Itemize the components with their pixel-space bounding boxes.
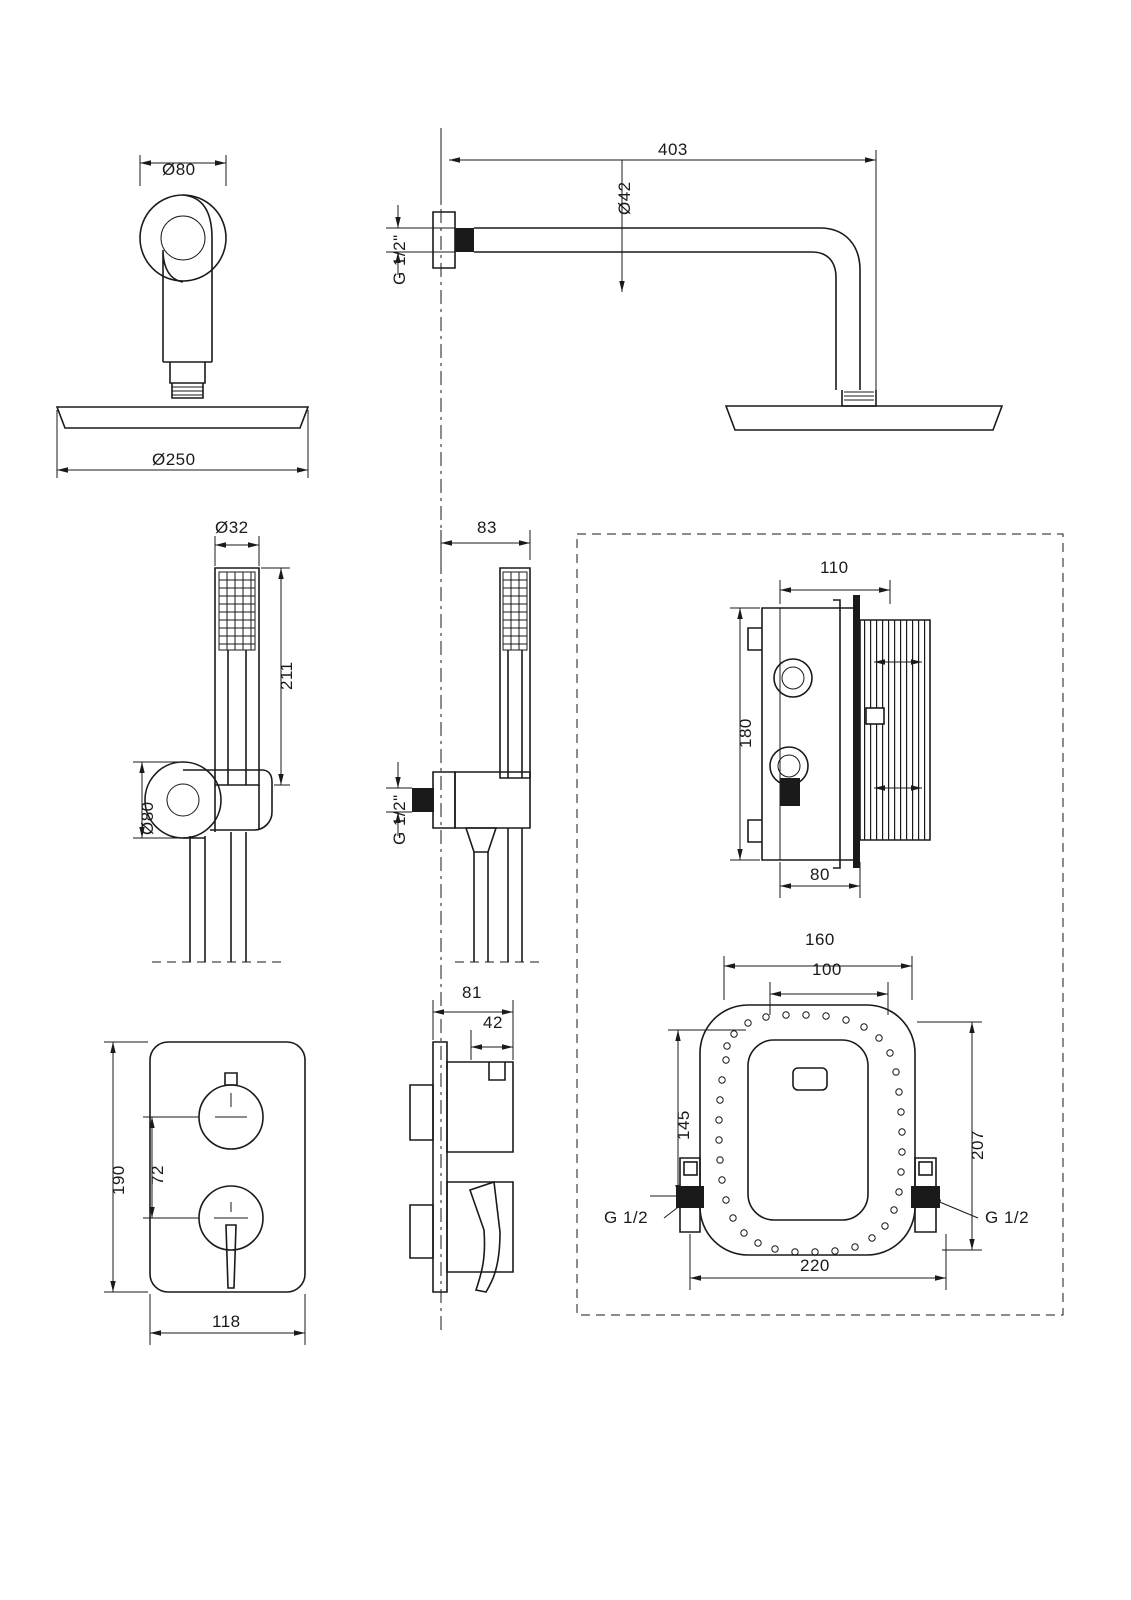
dim-label-145: 145 bbox=[674, 1110, 693, 1140]
dim-label-g12-left: G 1/2 bbox=[604, 1208, 649, 1227]
mixer-faceplate-front-view bbox=[104, 1042, 305, 1345]
dim-label-g12-top: G 1/2" bbox=[390, 234, 409, 285]
dim-label-180: 180 bbox=[736, 718, 755, 748]
dim-label-g12-right: G 1/2 bbox=[985, 1208, 1030, 1227]
dim-label-160: 160 bbox=[805, 930, 835, 949]
dim-label-72: 72 bbox=[148, 1165, 167, 1185]
overhead-shower-arm-wall-view bbox=[386, 130, 1002, 430]
dim-label-118: 118 bbox=[212, 1312, 241, 1331]
dim-label-d250: Ø250 bbox=[152, 450, 196, 469]
concealed-parts-frame bbox=[577, 534, 1063, 1315]
dim-label-d42: Ø42 bbox=[615, 181, 634, 215]
dim-label-220: 220 bbox=[800, 1256, 830, 1275]
dim-label-42: 42 bbox=[483, 1013, 503, 1032]
dim-label-81: 81 bbox=[462, 983, 482, 1002]
dim-label-190: 190 bbox=[109, 1165, 128, 1195]
mixer-faceplate-side-view bbox=[410, 1000, 513, 1292]
concealed-body-front-view bbox=[730, 580, 930, 898]
dim-label-d80-top: Ø80 bbox=[162, 160, 196, 179]
dim-label-403: 403 bbox=[658, 140, 688, 159]
dim-label-100: 100 bbox=[812, 960, 842, 979]
dim-label-110: 110 bbox=[820, 558, 849, 577]
hand-shower-front-view bbox=[133, 536, 290, 962]
hand-shower-side-view bbox=[386, 530, 545, 962]
dim-label-83: 83 bbox=[477, 518, 497, 537]
dim-label-80: 80 bbox=[810, 865, 830, 884]
concealed-box-view bbox=[650, 956, 982, 1290]
overhead-shower-side-view bbox=[57, 155, 308, 478]
dim-label-d80-hand: Ø80 bbox=[138, 801, 157, 835]
dim-label-g12-mid: G 1/2" bbox=[390, 794, 409, 845]
dim-label-d32: Ø32 bbox=[215, 518, 249, 537]
dim-label-211: 211 bbox=[277, 661, 296, 690]
dim-label-207: 207 bbox=[968, 1130, 987, 1160]
